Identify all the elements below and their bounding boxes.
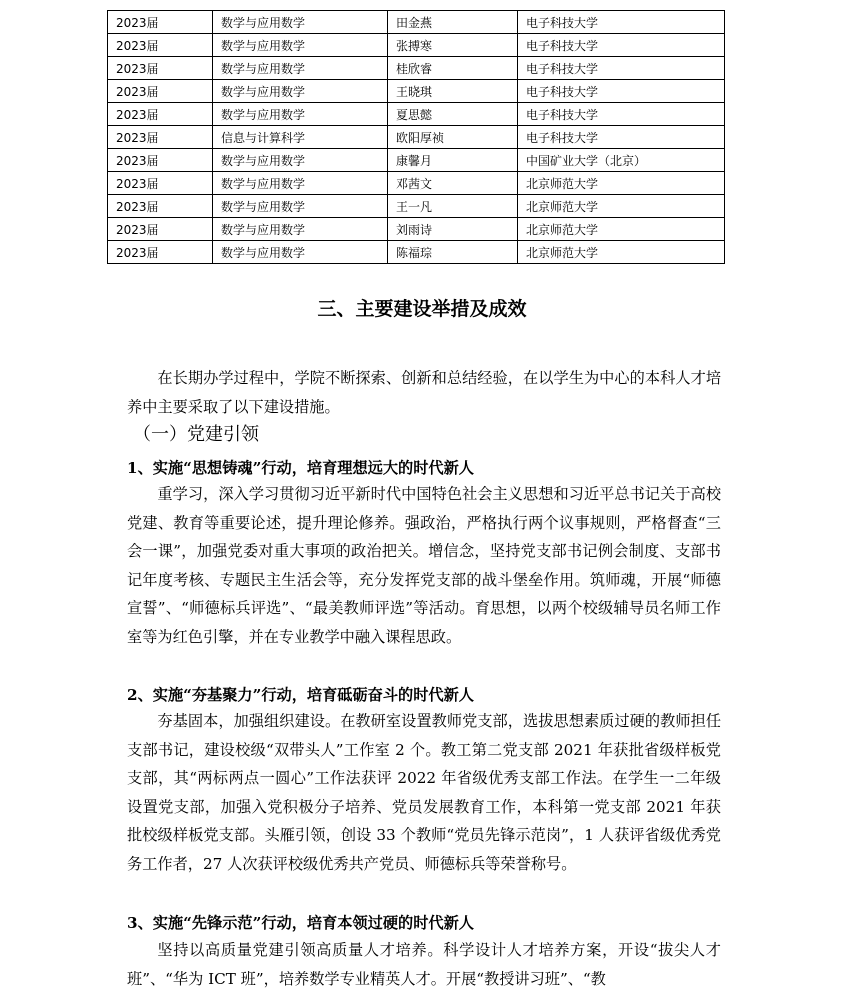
cohort-cell: 2023届	[108, 126, 213, 149]
university-cell: 电子科技大学	[518, 103, 725, 126]
student-name-cell: 邓茜文	[388, 172, 518, 195]
university-cell: 电子科技大学	[518, 11, 725, 34]
student-name-cell: 田金燕	[388, 11, 518, 34]
cohort-cell: 2023届	[108, 11, 213, 34]
item-2-heading: 2、实施“夯基聚力”行动，培育砥砺奋斗的时代新人	[127, 686, 474, 704]
student-name-cell: 陈福琮	[388, 241, 518, 264]
table-row	[108, 80, 725, 103]
university-cell: 电子科技大学	[518, 80, 725, 103]
item-3-heading: 3、实施“先锋示范”行动，培育本领过硬的时代新人	[127, 914, 474, 932]
intro-paragraph: 在长期办学过程中，学院不断探索、创新和总结经验，在以学生为中心的本科人才培养中主要采取了以下建设措施。	[127, 369, 721, 416]
table-row	[108, 103, 725, 126]
major-cell: 数学与应用数学	[213, 57, 388, 80]
graduate-table	[107, 10, 725, 264]
graduate-table-body	[108, 11, 725, 264]
student-name-cell: 桂欣睿	[388, 57, 518, 80]
cohort-cell: 2023届	[108, 241, 213, 264]
table-row	[108, 218, 725, 241]
item-3-body: 坚持以高质量党建引领高质量人才培养。科学设计人才培养方案，开设“拔尖人才班”、“华为 ICT 班”，培养数学专业精英人才。开展“教授讲习班”、“教	[127, 941, 721, 988]
cohort-cell: 2023届	[108, 218, 213, 241]
heading-party-leadership: （一）党建引领	[133, 424, 259, 445]
table-row	[108, 57, 725, 80]
university-cell: 北京师范大学	[518, 241, 725, 264]
student-name-cell: 王晓琪	[388, 80, 518, 103]
university-cell: 北京师范大学	[518, 172, 725, 195]
item-1-body: 重学习，深入学习贯彻习近平新时代中国特色社会主义思想和习近平总书记关于高校党建、教育等重要论述，提升理论修养。强政治，严格执行两个议事规则，严格督查“三会一课”，加强党委对重大事项的政治把关。增信念，坚持党支部书记例会制度、支部书记年度考核、专题民主生活会等，充分发挥党支部的战斗堡垒作用。筑师魂，开展“师德宣誓”、“师德标兵评选”、“最美教师评选”等活动。育思想，以两个校级辅导员名师工作室等为红色引擎，并在专业教学中融入课程思政。	[127, 485, 721, 646]
table-row	[108, 172, 725, 195]
cohort-cell: 2023届	[108, 149, 213, 172]
university-cell: 电子科技大学	[518, 57, 725, 80]
major-cell: 数学与应用数学	[213, 218, 388, 241]
table-row	[108, 149, 725, 172]
student-name-cell: 张搏寒	[388, 34, 518, 57]
major-cell: 数学与应用数学	[213, 103, 388, 126]
student-name-cell: 王一凡	[388, 195, 518, 218]
major-cell: 数学与应用数学	[213, 195, 388, 218]
cohort-cell: 2023届	[108, 172, 213, 195]
table-row	[108, 195, 725, 218]
table-row	[108, 11, 725, 34]
graduate-table-region	[107, 10, 725, 264]
major-cell: 数学与应用数学	[213, 241, 388, 264]
student-name-cell: 康馨月	[388, 149, 518, 172]
table-row	[108, 34, 725, 57]
major-cell: 数学与应用数学	[213, 149, 388, 172]
student-name-cell: 刘雨诗	[388, 218, 518, 241]
university-cell: 中国矿业大学（北京）	[518, 149, 725, 172]
item-2-body: 夯基固本，加强组织建设。在教研室设置教师党支部，选拔思想素质过硬的教师担任支部书记，建设校级“双带头人”工作室 2 个。教工第二党支部 2021 年获批省级样板党支部，其“两标两点一圆心”工作法获评 2022 年省级优秀支部工作法。在学生一二年级设置党支部，加强入党积极分子培养、党员发展教育工作，本科第一党支部 2021 年获批校级样板党支部。头雁引领，创设 33 个教师“党员先锋示范岗”，1 人获评省级优秀党务工作者，27 人次获评校级优秀共产党员、师德标兵等荣誉称号。	[127, 712, 721, 873]
major-cell: 信息与计算科学	[213, 126, 388, 149]
cohort-cell: 2023届	[108, 195, 213, 218]
cohort-cell: 2023届	[108, 34, 213, 57]
university-cell: 北京师范大学	[518, 195, 725, 218]
student-name-cell: 夏思懿	[388, 103, 518, 126]
university-cell: 电子科技大学	[518, 126, 725, 149]
university-cell: 电子科技大学	[518, 34, 725, 57]
cohort-cell: 2023届	[108, 103, 213, 126]
major-cell: 数学与应用数学	[213, 34, 388, 57]
major-cell: 数学与应用数学	[213, 80, 388, 103]
major-cell: 数学与应用数学	[213, 11, 388, 34]
table-row	[108, 241, 725, 264]
university-cell: 北京师范大学	[518, 218, 725, 241]
section-title: 三、主要建设举措及成效	[317, 298, 527, 320]
major-cell: 数学与应用数学	[213, 172, 388, 195]
student-name-cell: 欧阳厚祯	[388, 126, 518, 149]
table-row	[108, 126, 725, 149]
cohort-cell: 2023届	[108, 57, 213, 80]
cohort-cell: 2023届	[108, 80, 213, 103]
item-1-heading: 1、实施“思想铸魂”行动，培育理想远大的时代新人	[127, 459, 474, 477]
